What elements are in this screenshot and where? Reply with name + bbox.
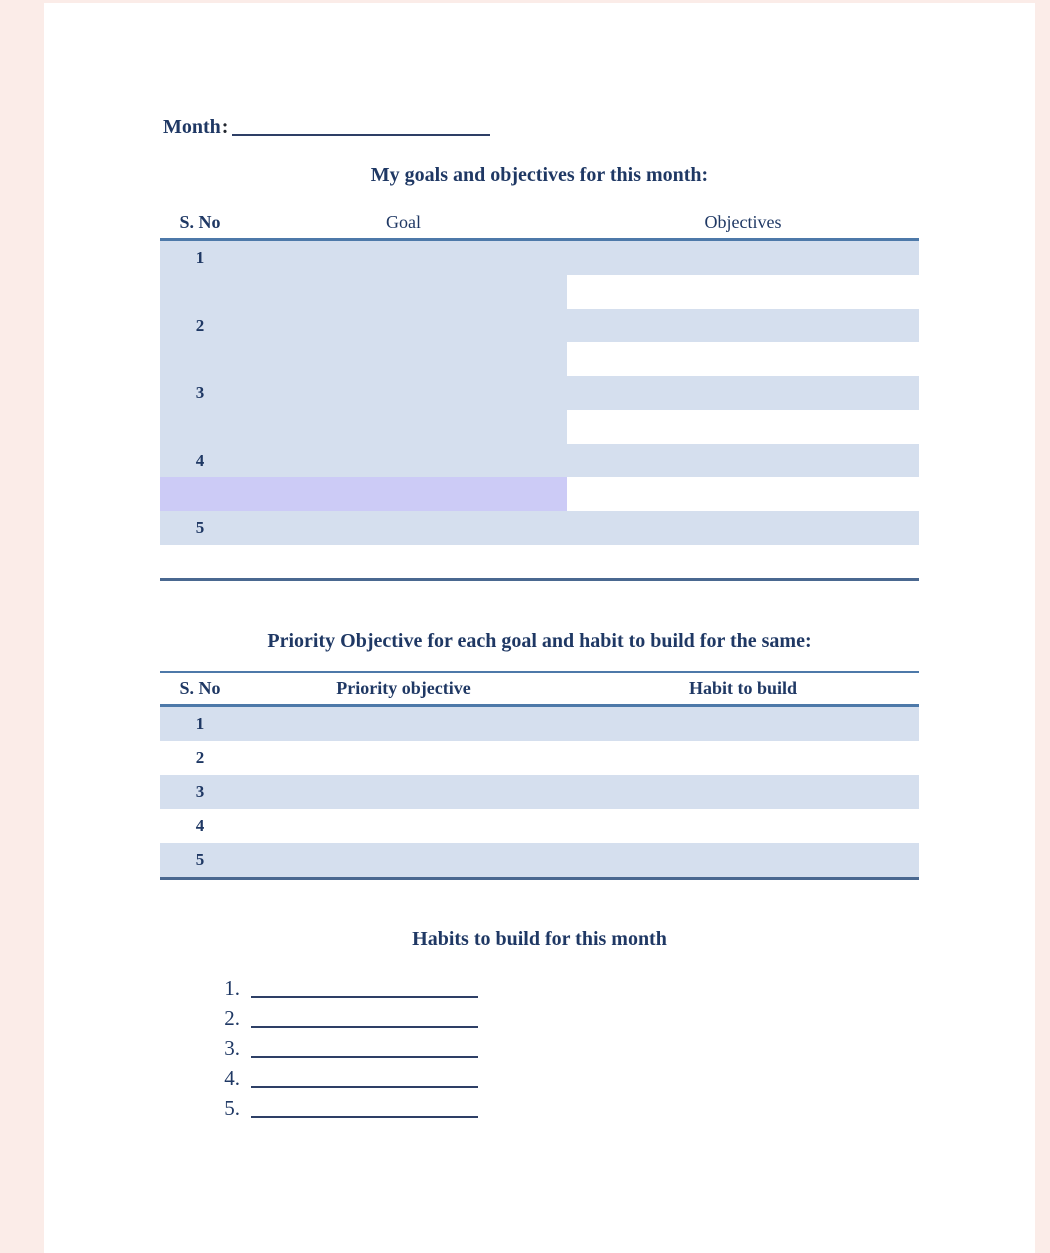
habit-to-build-cell[interactable]: [567, 809, 919, 843]
table-row: [160, 843, 919, 877]
priority-table-bottom-border: [160, 877, 919, 880]
habit-to-build-cell[interactable]: [567, 741, 919, 775]
goals-header-sno: S. No: [179, 211, 221, 232]
habit-blank-line[interactable]: [251, 1026, 478, 1028]
goals-header-objectives: Objectives: [704, 211, 782, 232]
row-number: 3: [195, 383, 205, 402]
row-number: 5: [195, 518, 205, 537]
habit-blank-line[interactable]: [251, 1116, 478, 1118]
priority-objective-cell[interactable]: [240, 775, 567, 809]
habit-to-build-cell[interactable]: [567, 775, 919, 809]
priority-table-header: [160, 673, 919, 704]
priority-header-objective: Priority objective: [336, 678, 471, 698]
goals-table-header: [160, 206, 919, 238]
habit-list-item: [205, 971, 478, 1001]
goals-table-body[interactable]: [160, 241, 919, 545]
priority-objective-cell[interactable]: [240, 843, 567, 877]
habit-blank-line[interactable]: [251, 996, 478, 998]
table-row: [160, 707, 919, 741]
objective-cell[interactable]: [567, 342, 919, 376]
row-number: 1: [195, 714, 205, 733]
row-number: 2: [195, 316, 205, 335]
priority-section-title: Priority Objective for each goal and habit to build for the same:: [267, 630, 812, 652]
month-field: [163, 116, 490, 139]
objective-cell[interactable]: [567, 477, 919, 511]
habit-list-item: [205, 1061, 478, 1091]
habit-item-number: 1.: [224, 976, 240, 1000]
table-row: [160, 741, 919, 775]
goals-header-goal: Goal: [386, 211, 421, 232]
row-number: 1: [195, 248, 205, 267]
habit-blank-line[interactable]: [251, 1086, 478, 1088]
goals-section-title: My goals and objectives for this month:: [370, 164, 709, 186]
row-number: 4: [195, 816, 205, 835]
priority-table-body: [160, 707, 919, 877]
table-row: [160, 775, 919, 809]
habit-item-number: 4.: [224, 1066, 240, 1090]
row-number: 3: [195, 782, 205, 801]
habit-item-number: 3.: [224, 1036, 240, 1060]
month-colon: :: [221, 116, 229, 138]
habit-list-item: [205, 1031, 478, 1061]
priority-objective-cell[interactable]: [240, 809, 567, 843]
habit-to-build-cell[interactable]: [567, 707, 919, 741]
highlighted-goal-cell[interactable]: [160, 477, 567, 511]
month-label: Month: [163, 116, 221, 138]
objective-cell[interactable]: [567, 410, 919, 444]
objective-cell[interactable]: [567, 275, 919, 309]
habit-to-build-cell[interactable]: [567, 843, 919, 877]
row-number: 2: [195, 748, 205, 767]
habit-blank-line[interactable]: [251, 1056, 478, 1058]
habit-list-item: [205, 1091, 478, 1121]
goals-table-bottom-border: [160, 578, 919, 581]
row-number: 4: [195, 451, 205, 470]
habits-section-title: Habits to build for this month: [412, 928, 667, 950]
table-row: [160, 809, 919, 843]
row-number: 5: [195, 850, 205, 869]
priority-header-habit: Habit to build: [688, 678, 798, 698]
priority-objective-cell[interactable]: [240, 741, 567, 775]
page: [44, 3, 1035, 1253]
habit-item-number: 2.: [224, 1006, 240, 1030]
habit-list-item: [205, 1001, 478, 1031]
priority-objective-cell[interactable]: [240, 707, 567, 741]
habits-list: [205, 971, 478, 1121]
month-blank-line[interactable]: [232, 134, 490, 136]
habit-item-number: 5.: [224, 1096, 240, 1120]
priority-header-sno: S. No: [179, 678, 221, 698]
